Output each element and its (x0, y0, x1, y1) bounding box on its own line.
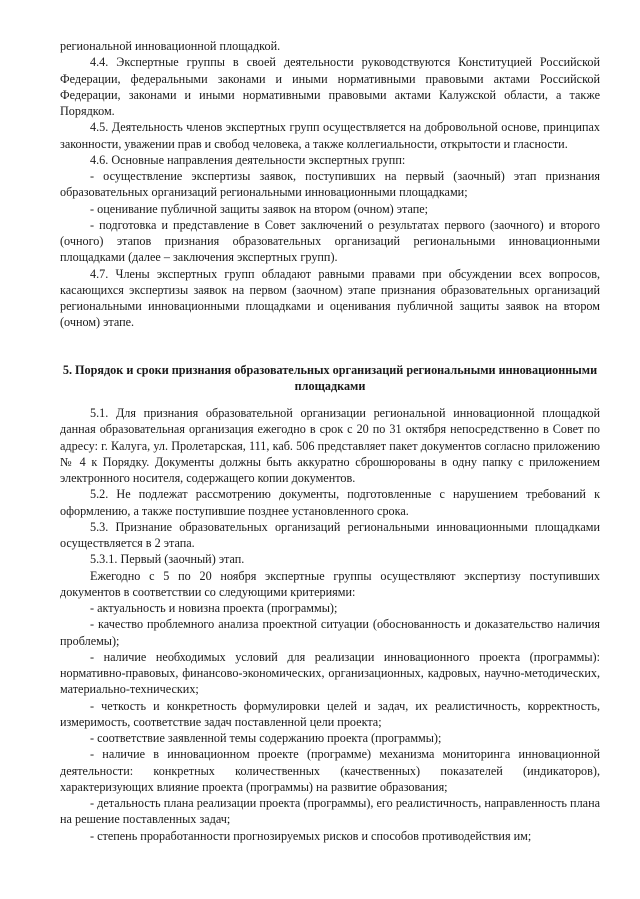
list-item: - степень проработанности прогнозируемых рисков и способов противодействия им; (90, 828, 532, 843)
paragraph: Ежегодно с 5 по 20 ноября экспертные группы осуществляют экспертизу поступивших документов в соответствии со следующими критериями: (60, 568, 600, 599)
list-item: - качество проблемного анализа проектной ситуации (обоснованность и доказательство наличия проблемы); (60, 617, 600, 648)
paragraph: 4.4. Экспертные группы в своей деятельности руководствуются Конституцией Российской Федерации, федеральными законами и иными нормативными правовыми актами Российской Федерации, законами и иными нормативными правовыми актами Калужской области, а также Порядком. (60, 55, 600, 118)
paragraph: 4.7. Члены экспертных групп обладают равными правами при обсуждении всех вопросов, касающихся экспертизы заявок на первом (заочном) этапе признания образовательных организаций региональными инновационными площадками и оценивания публичной защиты заявок на втором (очном) этапе. (60, 266, 600, 330)
section-heading: 5. Порядок и сроки признания образовательных организаций региональными инновационными площадками (62, 363, 598, 393)
list-item: - детальность плана реализации проекта (программы), его реалистичность, направленность плана на решение поставленных задач; (60, 796, 600, 827)
section-5-heading-block (60, 362, 600, 394)
paragraph: 5.3. Признание образовательных организаций региональными инновационными площадками осуществляется в 2 этапа. (60, 519, 600, 550)
paragraph: 5.2. Не подлежат рассмотрению документы, подготовленные с нарушением требований к оформлению, а также поступившие позднее установленного срока. (60, 487, 600, 518)
list-item: - наличие необходимых условий для реализации инновационного проекта (программы): нормативно-правовых, финансово-экономических, организационных, кадровых, научно-методических, материально-технических; (60, 649, 600, 697)
section-5-text (60, 405, 600, 844)
paragraph: 4.5. Деятельность членов экспертных групп осуществляется на добровольной основе, принципах законности, уважении прав и свобод человека, а также коллегиальности, открытости и гласности. (60, 120, 600, 151)
paragraph: региональной инновационной площадкой. (60, 39, 281, 53)
list-item: - четкость и конкретность формулировки целей и задач, их реалистичность, корректность, измеримость, соответствие задач поставленной цели проекта; (60, 698, 600, 729)
list-item: - оценивание публичной защиты заявок на втором (очном) этапе; (90, 201, 429, 216)
list-item: - осуществление экспертизы заявок, поступивших на первый (заочный) этап признания образовательных организаций региональными инновационными площадками; (60, 169, 600, 200)
list-item: - актуальность и новизна проекта (программы); (90, 601, 338, 615)
paragraph: 5.3.1. Первый (заочный) этап. (90, 552, 245, 567)
list-item: - наличие в инновационном проекте (программе) механизма мониторинга инновационной деятельности: конкретных количественных (качественных) показателей (индикаторов), характеризующих влияние проекта (программы) на развитие образования; (60, 747, 600, 794)
section-4-text (60, 38, 600, 331)
list-item: - подготовка и представление в Совет заключений о результатах первого (заочного) и второго (очного) этапов признания образовательных организаций региональными инновационными площадками (далее – заключения экспертных групп). (60, 217, 600, 265)
paragraph: 4.6. Основные направления деятельности экспертных групп: (90, 152, 406, 167)
list-item: - соответствие заявленной темы содержанию проекта (программы); (90, 731, 442, 745)
paragraph: 5.1. Для признания образовательной организации региональной инновационной площадкой данная образовательная организация ежегодно в срок с 20 по 31 октября непосредственно в Совет по адресу: г. Калуга, ул. Пролетарская, 111, каб. 506 представляет пакет документов согласно приложению № 4 к Порядку. Документы должны быть аккуратно сброшюрованы в одну папку с приложением электронного носителя, содержащего копии документов. (60, 406, 600, 485)
